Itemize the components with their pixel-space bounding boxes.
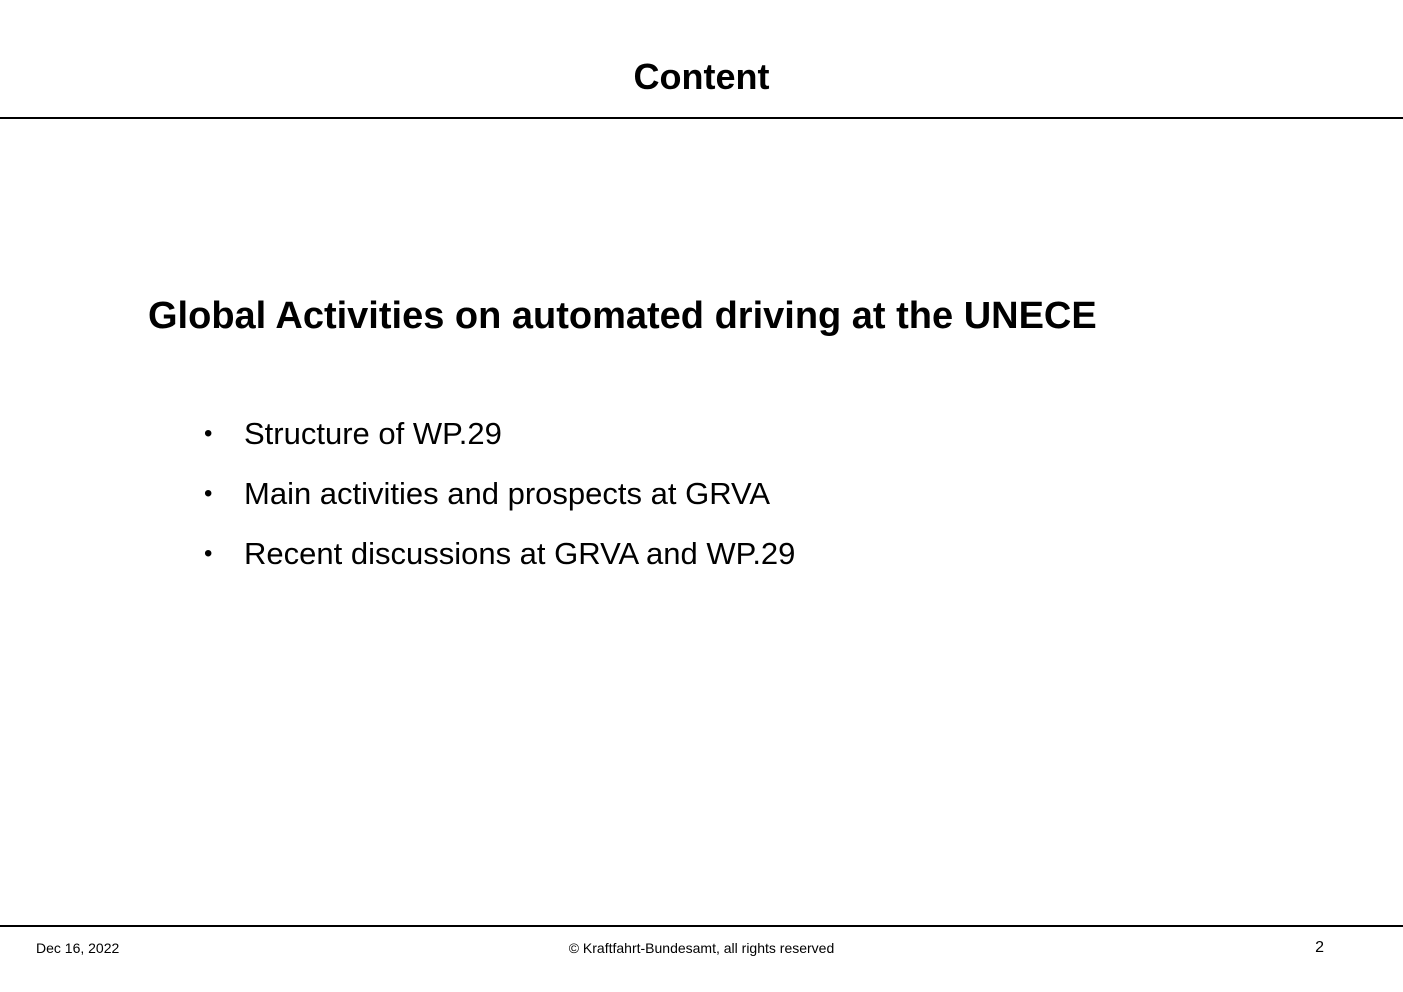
bullet-list <box>204 414 795 594</box>
footer-divider <box>0 925 1403 927</box>
bullet-icon: • <box>204 420 213 447</box>
list-item <box>204 474 795 514</box>
list-item <box>204 414 795 454</box>
list-item-text: Structure of WP.29 <box>244 416 502 451</box>
header-divider <box>0 117 1403 119</box>
list-item-text: Main activities and prospects at GRVA <box>244 476 771 511</box>
slide-title: Content <box>633 56 770 97</box>
list-item <box>204 534 795 574</box>
footer-date: Dec 16, 2022 <box>36 940 120 956</box>
bullet-icon: • <box>204 480 213 507</box>
section-heading: Global Activities on automated driving at the UNECE <box>148 295 1097 337</box>
bullet-icon: • <box>204 540 213 567</box>
page-number: 2 <box>1315 939 1324 956</box>
list-item-text: Recent discussions at GRVA and WP.29 <box>244 536 796 571</box>
footer-copyright: © Kraftfahrt-Bundesamt, all rights reserved <box>568 940 835 956</box>
